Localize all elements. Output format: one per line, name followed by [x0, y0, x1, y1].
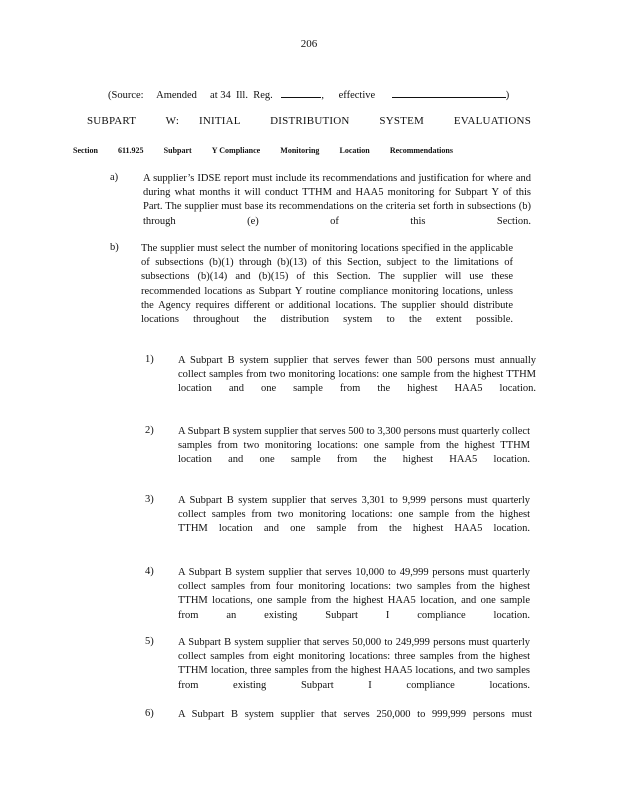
subparagraph-text: A Subpart B system supplier that serves 10,000 to 49,999 persons must quarterly collect samples from four monitoring locations: two samples from the highest TTHM locations, one sample from the highest HAA5 location, and one sample from an existing Subpart I compliance location. [178, 567, 530, 621]
subparagraph-text: A Subpart B system supplier that serves fewer than 500 persons must annually collect samples from two monitoring locations: one sample from the highest TTHM location and one sample from the highest HAA5 location. [178, 355, 536, 395]
subparagraph-text: A Subpart B system supplier that serves 250,000 to 999,999 persons must [178, 709, 532, 720]
subparagraph-marker: 6) [145, 708, 154, 719]
subparagraph-text: A Subpart B system supplier that serves 500 to 3,300 persons must quarterly collect samples from two monitoring locations: one sample from the highest TTHM location and one sample from the highest HAA5 location. [178, 426, 530, 466]
subparagraph-marker: 4) [145, 566, 154, 577]
source-close-paren: ) [505, 90, 510, 101]
date-blank-2 [392, 88, 506, 98]
paragraph-marker: a) [110, 172, 119, 183]
section-word: Recommendations [389, 146, 453, 155]
subparagraph-marker: 1) [145, 354, 154, 365]
subpart-title: SUBPART W: INITIAL DISTRIBUTION SYSTEM EVALUATIONS [86, 115, 532, 127]
paragraph-text: A supplier’s IDSE report must include its recommendations and justification for where and during what months it will conduct TTHM and HAA5 monitoring for Subpart Y of this Part. The supplier must base its recommendations on the criteria set forth in subsections (b) through (e) of this Section. [143, 173, 531, 227]
paragraph-marker: b) [110, 242, 119, 253]
subparagraph-text: A Subpart B system supplier that serves 3,301 to 9,999 persons must quarterly collect samples from two monitoring locations: one sample from the highest TTHM location and one sample from the highest HAA5 location. [178, 495, 530, 535]
date-blank-1 [281, 88, 321, 98]
section-subpart: Subpart [163, 146, 192, 155]
section-number: 611.925 [118, 146, 144, 155]
subparagraph-marker: 5) [145, 636, 154, 647]
source-prefix: (Source: Amended at 34 Ill. Reg. [108, 90, 273, 101]
section-heading [73, 146, 453, 155]
section-word: Location [339, 146, 370, 155]
effective-label: effective [338, 90, 376, 101]
section-word: Monitoring [280, 146, 320, 155]
source-comma: , [321, 90, 325, 101]
subparagraph-text: A Subpart B system supplier that serves 50,000 to 249,999 persons must quarterly collect samples from eight monitoring locations: three samples from the highest TTHM location, three samples from the highest HAA5 locations, and two samples from existing Subpart I compliance locations. [178, 637, 530, 691]
source-note [108, 88, 510, 101]
section-label: Section [73, 146, 98, 155]
subparagraph-marker: 2) [145, 425, 154, 436]
page-number: 206 [300, 38, 318, 50]
subparagraph-marker: 3) [145, 494, 154, 505]
paragraph-text: The supplier must select the number of monitoring locations specified in the applicable of subsections (b)(1) through (b)(13) of this Section, subject to the limitations of subsections (b)(14) and (b)(15) of this Section. The supplier will use these recommended locations as Subpart Y routine compliance monitoring locations, unless the Agency requires different or additional locations. The supplier should distribute locations throughout the distribution system to the extent possible. [141, 243, 513, 326]
section-word: Y Compliance [211, 146, 261, 155]
